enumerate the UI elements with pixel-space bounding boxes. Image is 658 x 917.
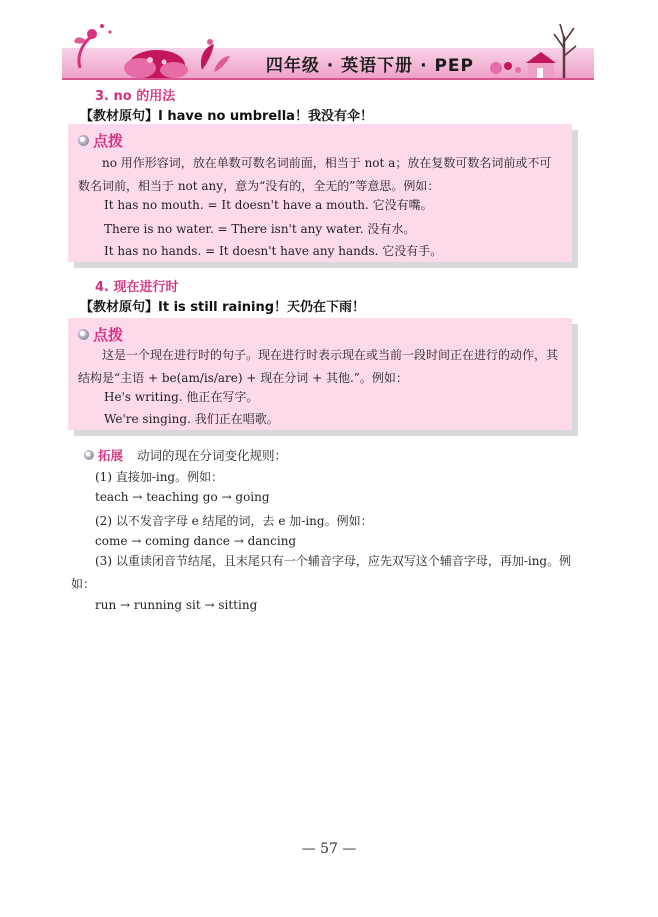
section-4-original-sentence: 【教材原句】It is still raining！天仍在下雨！: [80, 300, 366, 315]
bullet-dot-icon: [78, 329, 89, 340]
section-4-tip-paragraph: 这是一个现在进行时的句子。现在进行时表示现在或当前一段时间正在进行的动作，其结构是“主语 + be(am/is/are) + 现在分词 + 其他.”。例如：: [78, 348, 559, 385]
rule-3: (3) 以重读闭音节结尾，且末尾只有一个辅音字母，应先双写这个辅音字母，再加-ing。例如：: [71, 554, 572, 591]
rule-3-example: run → running sit → sitting: [95, 598, 258, 612]
extension-header: [84, 446, 287, 464]
page-header: [62, 18, 594, 80]
rule-1-example: teach → teaching go → going: [95, 490, 270, 504]
section-3-original-sentence: 【教材原句】I have no umbrella！我没有伞！: [80, 109, 373, 124]
section-4-tip-header: [78, 324, 123, 345]
section-3-tip-label: 点拨: [93, 132, 124, 150]
extension-title: 动词的现在分词变化规则：: [137, 448, 288, 463]
section-3-example-2: There is no water. = There isn't any water. 没有水。: [104, 222, 416, 236]
section-3-example-3: It has no hands. = It doesn't have any hands. 它没有手。: [104, 244, 443, 258]
rule-1: (1) 直接加-ing。例如：: [95, 470, 224, 484]
section-4-tip-box: [68, 318, 572, 430]
bullet-dot-icon: [84, 450, 94, 460]
section-4-title: 4. 现在进行时: [95, 280, 179, 295]
extension-label: 拓展: [98, 448, 124, 463]
section-4-example-2: We're singing. 我们正在唱歌。: [104, 412, 279, 426]
header-tree-decoration-icon: [476, 18, 586, 80]
section-3-tip-box: [68, 124, 572, 262]
header-rule: [62, 78, 594, 80]
rule-2-example: come → coming dance → dancing: [95, 534, 297, 548]
section-4-example-1: He's writing. 他正在写字。: [104, 390, 259, 404]
header-flower-decoration-icon: [62, 18, 232, 80]
page-number: — 57 —: [301, 841, 357, 857]
section-3-example-1: It has no mouth. = It doesn't have a mouth. 它没有嘴。: [104, 198, 433, 212]
section-3-tip-header: [78, 130, 123, 151]
rule-2: (2) 以不发音字母 e 结尾的词，去 e 加-ing。例如：: [95, 514, 373, 528]
bullet-dot-icon: [78, 135, 89, 146]
section-3-title: 3. no 的用法: [95, 89, 176, 104]
header-title: 四年级 · 英语下册 · PEP: [265, 56, 474, 76]
section-4-tip-label: 点拨: [93, 326, 124, 344]
section-3-tip-paragraph: no 用作形容词，放在单数可数名词前面，相当于 not a；放在复数可数名词前或不可数名词前，相当于 not any，意为“没有的，全无的”等意思。例如：: [78, 156, 552, 193]
